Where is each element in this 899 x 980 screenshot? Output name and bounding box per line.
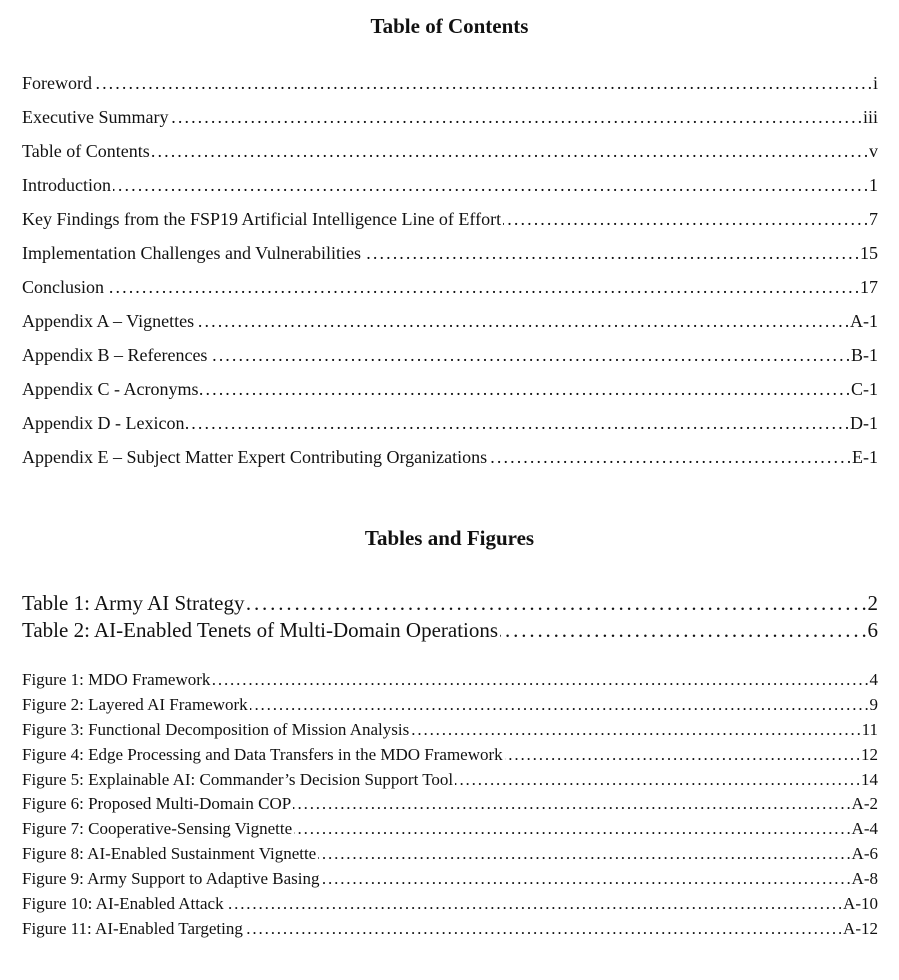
entry-label: Figure 5: Explainable AI: Commander’s Decision Support Tool [22, 769, 454, 789]
entry-label: Figure 10: AI-Enabled Attack [22, 894, 224, 914]
table-entry[interactable] [22, 618, 878, 645]
entry-label: Figure 6: Proposed Multi-Domain COP [22, 794, 292, 814]
dot-leader [209, 345, 849, 366]
entry-page: 6 [867, 618, 878, 642]
dot-leader [318, 844, 849, 864]
figure-entry[interactable] [22, 819, 878, 844]
figure-entry[interactable] [22, 869, 878, 894]
figures-list [22, 670, 878, 944]
entry-label: Figure 1: MDO Framework [22, 670, 211, 689]
toc-entry[interactable] [22, 175, 878, 209]
toc-entry[interactable] [22, 311, 878, 345]
entry-label: Appendix C - Acronyms [22, 379, 199, 399]
dot-leader [106, 277, 858, 298]
entry-page: D-1 [850, 413, 878, 433]
entry-label: Key Findings from the FSP19 Artificial Intelligence Line of Effort [22, 209, 502, 229]
dot-leader [250, 695, 868, 715]
entry-label: Figure 9: Army Support to Adaptive Basing [22, 869, 320, 889]
dot-leader [226, 894, 841, 914]
dot-leader [455, 770, 859, 790]
dot-leader [489, 447, 850, 468]
toc-entry[interactable] [22, 73, 878, 107]
entry-page: E-1 [852, 447, 878, 467]
entry-label: Figure 11: AI-Enabled Targeting [22, 918, 243, 938]
dot-leader [503, 209, 867, 230]
dot-leader [411, 720, 859, 740]
toc-entry[interactable] [22, 345, 878, 379]
toc-entry[interactable] [22, 379, 878, 413]
toc-entry[interactable] [22, 447, 878, 481]
dot-leader [363, 243, 858, 264]
dot-leader [186, 413, 848, 434]
toc-entry[interactable] [22, 243, 878, 277]
dot-leader [212, 670, 867, 690]
dot-leader [94, 73, 871, 94]
figure-entry[interactable] [22, 695, 878, 720]
entry-page: C-1 [851, 379, 878, 399]
entry-page: 14 [861, 769, 878, 789]
figure-entry[interactable] [22, 670, 878, 695]
entry-label: Figure 4: Edge Processing and Data Transfers in the MDO Framework [22, 744, 503, 764]
dot-leader [505, 745, 859, 765]
toc-list [22, 73, 878, 481]
entry-page: A-4 [851, 819, 878, 839]
entry-label: Appendix A – Vignettes [22, 311, 195, 331]
entry-page: v [869, 141, 878, 161]
entry-label: Appendix D - Lexicon [22, 413, 185, 433]
entry-page: A-2 [851, 794, 878, 814]
figure-entry[interactable] [22, 919, 878, 944]
dot-leader [247, 591, 866, 616]
dot-leader [196, 311, 848, 332]
entry-label: Executive Summary [22, 107, 169, 127]
entry-page: B-1 [851, 345, 878, 365]
tables-list [22, 591, 878, 645]
toc-entry[interactable] [22, 141, 878, 175]
entry-page: 11 [861, 719, 878, 739]
entry-label: Foreword [22, 73, 92, 93]
figure-entry[interactable] [22, 770, 878, 795]
entry-page: A-1 [850, 311, 878, 331]
entry-page: 7 [869, 209, 878, 229]
entry-label: Implementation Challenges and Vulnerabilities [22, 243, 362, 263]
entry-page: iii [862, 107, 878, 127]
dot-leader [200, 379, 849, 400]
figure-entry[interactable] [22, 844, 878, 869]
figure-entry[interactable] [22, 745, 878, 770]
entry-page: 12 [861, 744, 878, 764]
entry-page: A-8 [851, 869, 878, 889]
dot-leader [322, 869, 850, 889]
dot-leader [293, 794, 849, 814]
dot-leader [170, 107, 861, 128]
entry-label: Introduction [22, 175, 111, 195]
entry-page: A-10 [843, 894, 878, 914]
entry-page: A-12 [843, 918, 878, 938]
entry-label: Figure 2: Layered AI Framework [22, 694, 248, 714]
entry-label: Figure 8: AI-Enabled Sustainment Vignette [22, 844, 317, 864]
entry-page: 1 [869, 175, 878, 195]
entry-label: Appendix B – References [22, 345, 208, 365]
toc-heading: Table of Contents [370, 14, 529, 38]
entry-page: 2 [867, 591, 878, 615]
dot-leader [152, 141, 867, 162]
entry-label: Appendix E – Subject Matter Expert Contributing Organizations [22, 447, 488, 467]
figure-entry[interactable] [22, 794, 878, 819]
entry-label: Table 2: AI-Enabled Tenets of Multi-Domain Operations [22, 618, 499, 642]
entry-page: 15 [860, 243, 878, 263]
entry-page: 4 [869, 670, 878, 689]
figure-entry[interactable] [22, 894, 878, 919]
tables-figures-heading: Tables and Figures [364, 526, 535, 550]
entry-label: Figure 3: Functional Decomposition of Mission Analysis [22, 719, 410, 739]
toc-entry[interactable] [22, 413, 878, 447]
toc-entry[interactable] [22, 277, 878, 311]
dot-leader [113, 175, 867, 196]
entry-label: Figure 7: Cooperative-Sensing Vignette [22, 819, 293, 839]
entry-page: 17 [860, 277, 878, 297]
entry-label: Conclusion [22, 277, 105, 297]
toc-entry[interactable] [22, 107, 878, 141]
dot-leader [245, 919, 841, 939]
figure-entry[interactable] [22, 720, 878, 745]
toc-entry[interactable] [22, 209, 878, 243]
dot-leader [500, 618, 865, 643]
entry-page: 9 [869, 694, 878, 714]
dot-leader [294, 819, 849, 839]
entry-label: Table 1: Army AI Strategy [22, 591, 245, 615]
table-entry[interactable] [22, 591, 878, 618]
entry-label: Table of Contents [22, 141, 150, 161]
entry-page: i [872, 73, 878, 93]
entry-page: A-6 [851, 844, 878, 864]
